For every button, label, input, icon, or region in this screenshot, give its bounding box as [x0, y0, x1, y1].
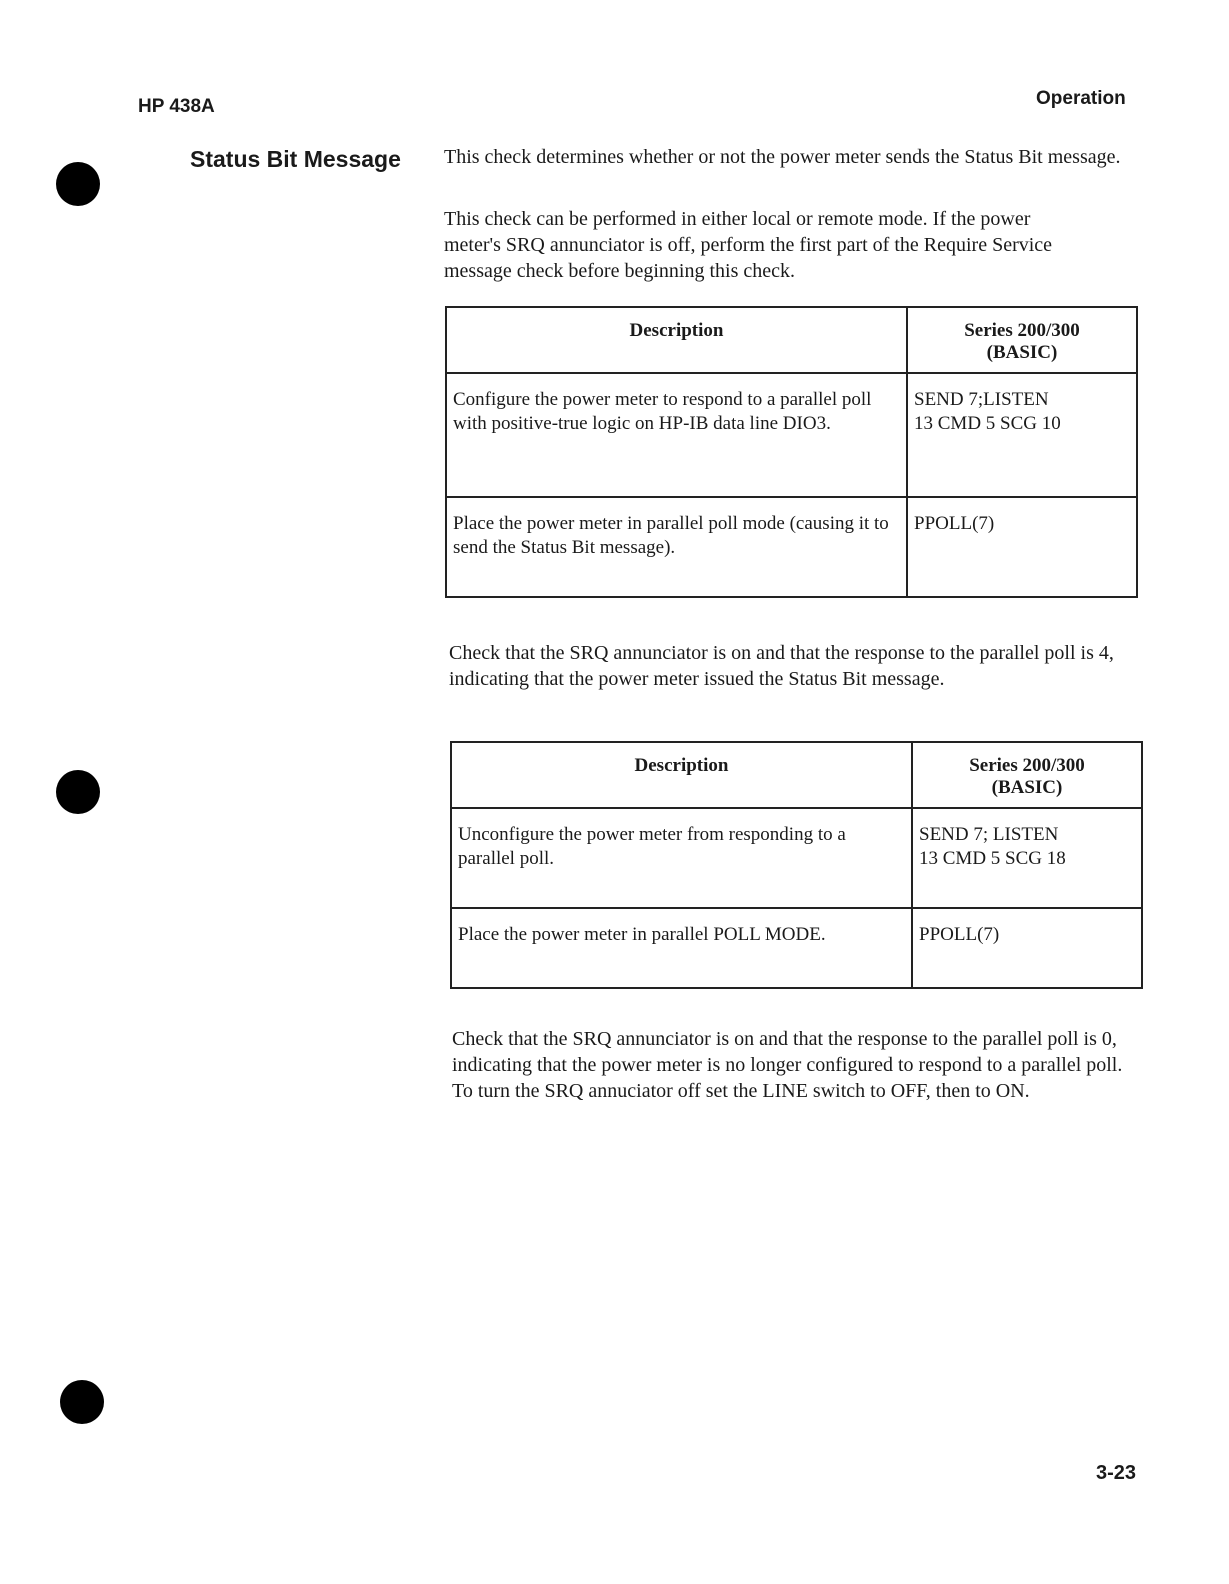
series-header: [912, 742, 1142, 808]
final-paragraph: Check that the SRQ annunciator is on and that the response to the parallel poll is 0, indicating that the power meter is no longer configured to respond to a parallel poll. To turn the SRQ annuciator off set the LINE switch to OFF, then to ON.: [452, 1028, 1123, 1102]
command-line-1: PPOLL(7): [919, 924, 1000, 945]
srq-check-paragraph: Check that the SRQ annunciator is on and that the response to the parallel poll is 4, indicating that the power meter issued the Status Bit message.: [449, 642, 1114, 690]
section-title: Status Bit Message: [190, 146, 401, 172]
series-header-line1: Series 200/300: [969, 755, 1085, 776]
row-description: Unconfigure the power meter from responding to a parallel poll.: [451, 808, 912, 908]
command-line-1: PPOLL(7): [914, 513, 995, 534]
series-header-line1: Series 200/300: [964, 320, 1080, 341]
description-header: Description: [451, 742, 912, 808]
header-section: Operation: [1036, 88, 1126, 109]
command-line-2: 13 CMD 5 SCG 18: [919, 848, 1066, 869]
header-model: HP 438A: [138, 96, 215, 117]
page-number: 3-23: [1096, 1462, 1137, 1484]
series-header-line2: (BASIC): [986, 342, 1058, 363]
row-command: [907, 373, 1137, 497]
binder-hole-bottom: [60, 1380, 104, 1424]
binder-hole-top: [56, 162, 100, 206]
row-command: [912, 908, 1142, 988]
binder-hole-middle: [56, 770, 100, 814]
table-row: [446, 373, 1137, 497]
command-line-1: SEND 7; LISTEN: [919, 824, 1059, 845]
row-command: [907, 497, 1137, 597]
command-table-2: [450, 741, 1143, 989]
series-header: [907, 307, 1137, 373]
intro-paragraph-1: This check determines whether or not the power meter sends the Status Bit message.: [444, 146, 1121, 168]
row-description: Place the power meter in parallel POLL MODE.: [451, 908, 912, 988]
intro-paragraph-2: This check can be performed in either local or remote mode. If the power meter's SRQ annunciator is off, perform the first part of the Require Service message check before beginning this check.: [444, 208, 1053, 282]
series-header-line2: (BASIC): [991, 777, 1063, 798]
table-row: [446, 497, 1137, 597]
row-description: Configure the power meter to respond to a parallel poll with positive-true logic on HP-IB data line DIO3.: [446, 373, 907, 497]
command-line-2: 13 CMD 5 SCG 10: [914, 413, 1061, 434]
command-table-1: [445, 306, 1138, 598]
table-row: [451, 808, 1142, 908]
row-command: [912, 808, 1142, 908]
table-header-row: [451, 742, 1142, 808]
table-header-row: [446, 307, 1137, 373]
row-description: Place the power meter in parallel poll mode (causing it to send the Status Bit message).: [446, 497, 907, 597]
table-row: [451, 908, 1142, 988]
description-header: Description: [446, 307, 907, 373]
command-line-1: SEND 7;LISTEN: [914, 389, 1049, 410]
